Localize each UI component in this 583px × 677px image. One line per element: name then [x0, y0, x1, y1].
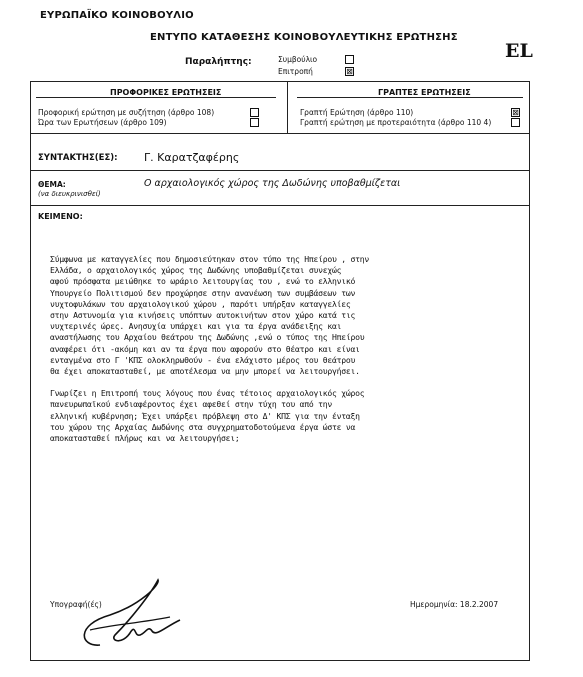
body-line: Ελλάδα, ο αρχαιολογικός χώρος της Δωδώνης υποβαθμίζεται συνεχώς [50, 265, 342, 275]
subject-text: Ο αρχαιολογικός χώρος της Δωδώνης υποβαθμίζεται [144, 178, 401, 189]
body-line: αποκατασταθεί πλήρως και να λειτουργήσει; [50, 433, 240, 443]
handwritten-signature [70, 575, 200, 655]
priority-question-label: Γραπτή ερώτηση με προτεραιότητα (άρθρο 110 4) [300, 118, 492, 127]
body-line: νυχτερινές ώρες. Ανησυχία υπάρχει και για τα έργα ανάδειξης και [50, 321, 342, 331]
body-line: νυχτοφυλάκων του αρχαιολογικού χώρου , παρότι υπήρξαν καταγγελίες [50, 299, 351, 309]
oral-debate-checkbox[interactable] [250, 108, 259, 117]
body-line: στην Αστυνομία για κινήσεις υπόπτων αυτοκινήτων στον χώρο κατά τις [50, 310, 356, 320]
divider [30, 205, 530, 206]
subject-label: ΘΕΜΑ: [38, 180, 66, 189]
signature-label: Υπογραφή(ές) [50, 600, 102, 609]
divider [287, 81, 288, 133]
question-time-label: Ώρα των Ερωτήσεων (άρθρο 109) [38, 118, 167, 127]
body-line: αναστήλωσης του Αρχαίου θεάτρου της Δωδώνης ,ενώ ο τύπος της Ηπείρου [50, 332, 365, 342]
recipient-council-checkbox[interactable] [345, 55, 354, 64]
author-label: ΣΥΝΤΑΚΤΗΣ(ΕΣ): [38, 153, 118, 163]
body-line: πανευρωπαϊκού ενδιαφέροντος έχει αφεθεί στην τύχη του από την [50, 399, 332, 409]
language-code: EL [505, 40, 533, 62]
divider [297, 97, 523, 98]
body-line: Σύμφωνα με καταγγελίες που δημοσιεύτηκαν στον τύπο της Ηπείρου , στην [50, 254, 369, 264]
subject-sublabel: (να διευκρινισθεί) [38, 190, 101, 198]
body-label: ΚΕΙΜΕΝΟ: [38, 212, 83, 221]
author-name: Γ. Καρατζαφέρης [144, 151, 240, 164]
divider [30, 170, 530, 171]
body-line: Γνωρίζει η Επιτροπή τους λόγους που ένας τέτοιος αρχαιολογικός χώρος [50, 388, 365, 398]
body-line: αφού πρόσφατα μειώθηκε το ωράριο λειτουργίας του , ενώ το ελληνικό [50, 276, 356, 286]
body-line: ενταγμένα στο Γ 'ΚΠΣ ολοκληρωθούν - ένα ελάχιστο μέρος του θεάτρου [50, 355, 356, 365]
body-line: του χώρου της Αρχαίας Δωδώνης στα συγχρηματοδοτούμενα έργα ώστε να [50, 422, 356, 432]
body-line: ελληνική κυβέρνηση; Έχει υπάρξει πρόβλεψη στο Δ' ΚΠΣ για την ένταξη [50, 411, 360, 421]
written-questions-heading: ΓΡΑΠΤΕΣ ΕΡΩΤΗΣΕΙΣ [378, 88, 471, 97]
priority-question-checkbox[interactable] [511, 118, 520, 127]
recipient-council-label: Συμβούλιο [278, 55, 318, 64]
body-line: αναφέρει ότι -ακόμη και αν τα έργα που αφορούν στο θέατρο και είναι [50, 344, 360, 354]
date-text: Ημερομηνία: 18.2.2007 [410, 600, 499, 609]
form-title: ΕΝΤΥΠΟ ΚΑΤΑΘΕΣΗΣ ΚΟΙΝΟΒΟΥΛΕΥΤΙΚΗΣ ΕΡΩΤΗΣΗΣ [150, 32, 458, 43]
recipient-commission-label: Επιτροπή [278, 67, 313, 76]
oral-debate-label: Προφορική ερώτηση με συζήτηση (άρθρο 108) [38, 108, 215, 117]
divider [36, 97, 276, 98]
body-line: θα έχει αποκατασταθεί, με αποτέλεσμα να μην μπορεί να λειτουργήσει. [50, 366, 360, 376]
organization-name: ΕΥΡΩΠΑΪΚΟ ΚΟΙΝΟΒΟΥΛΙΟ [40, 10, 194, 21]
question-time-checkbox[interactable] [250, 118, 259, 127]
recipient-label: Παραλήπτης: [185, 57, 252, 67]
written-question-checkbox[interactable]: ⊠ [512, 108, 519, 117]
divider [30, 133, 530, 134]
body-line: Υπουργείο Πολιτισμού δεν προχώρησε στην ανανέωση των συμβάσεων των [50, 288, 356, 298]
recipient-commission-checkbox[interactable]: ⊠ [346, 67, 353, 76]
written-question-label: Γραπτή Ερώτηση (άρθρο 110) [300, 108, 414, 117]
oral-questions-heading: ΠΡΟΦΟΡΙΚΕΣ ΕΡΩΤΗΣΕΙΣ [110, 88, 222, 97]
